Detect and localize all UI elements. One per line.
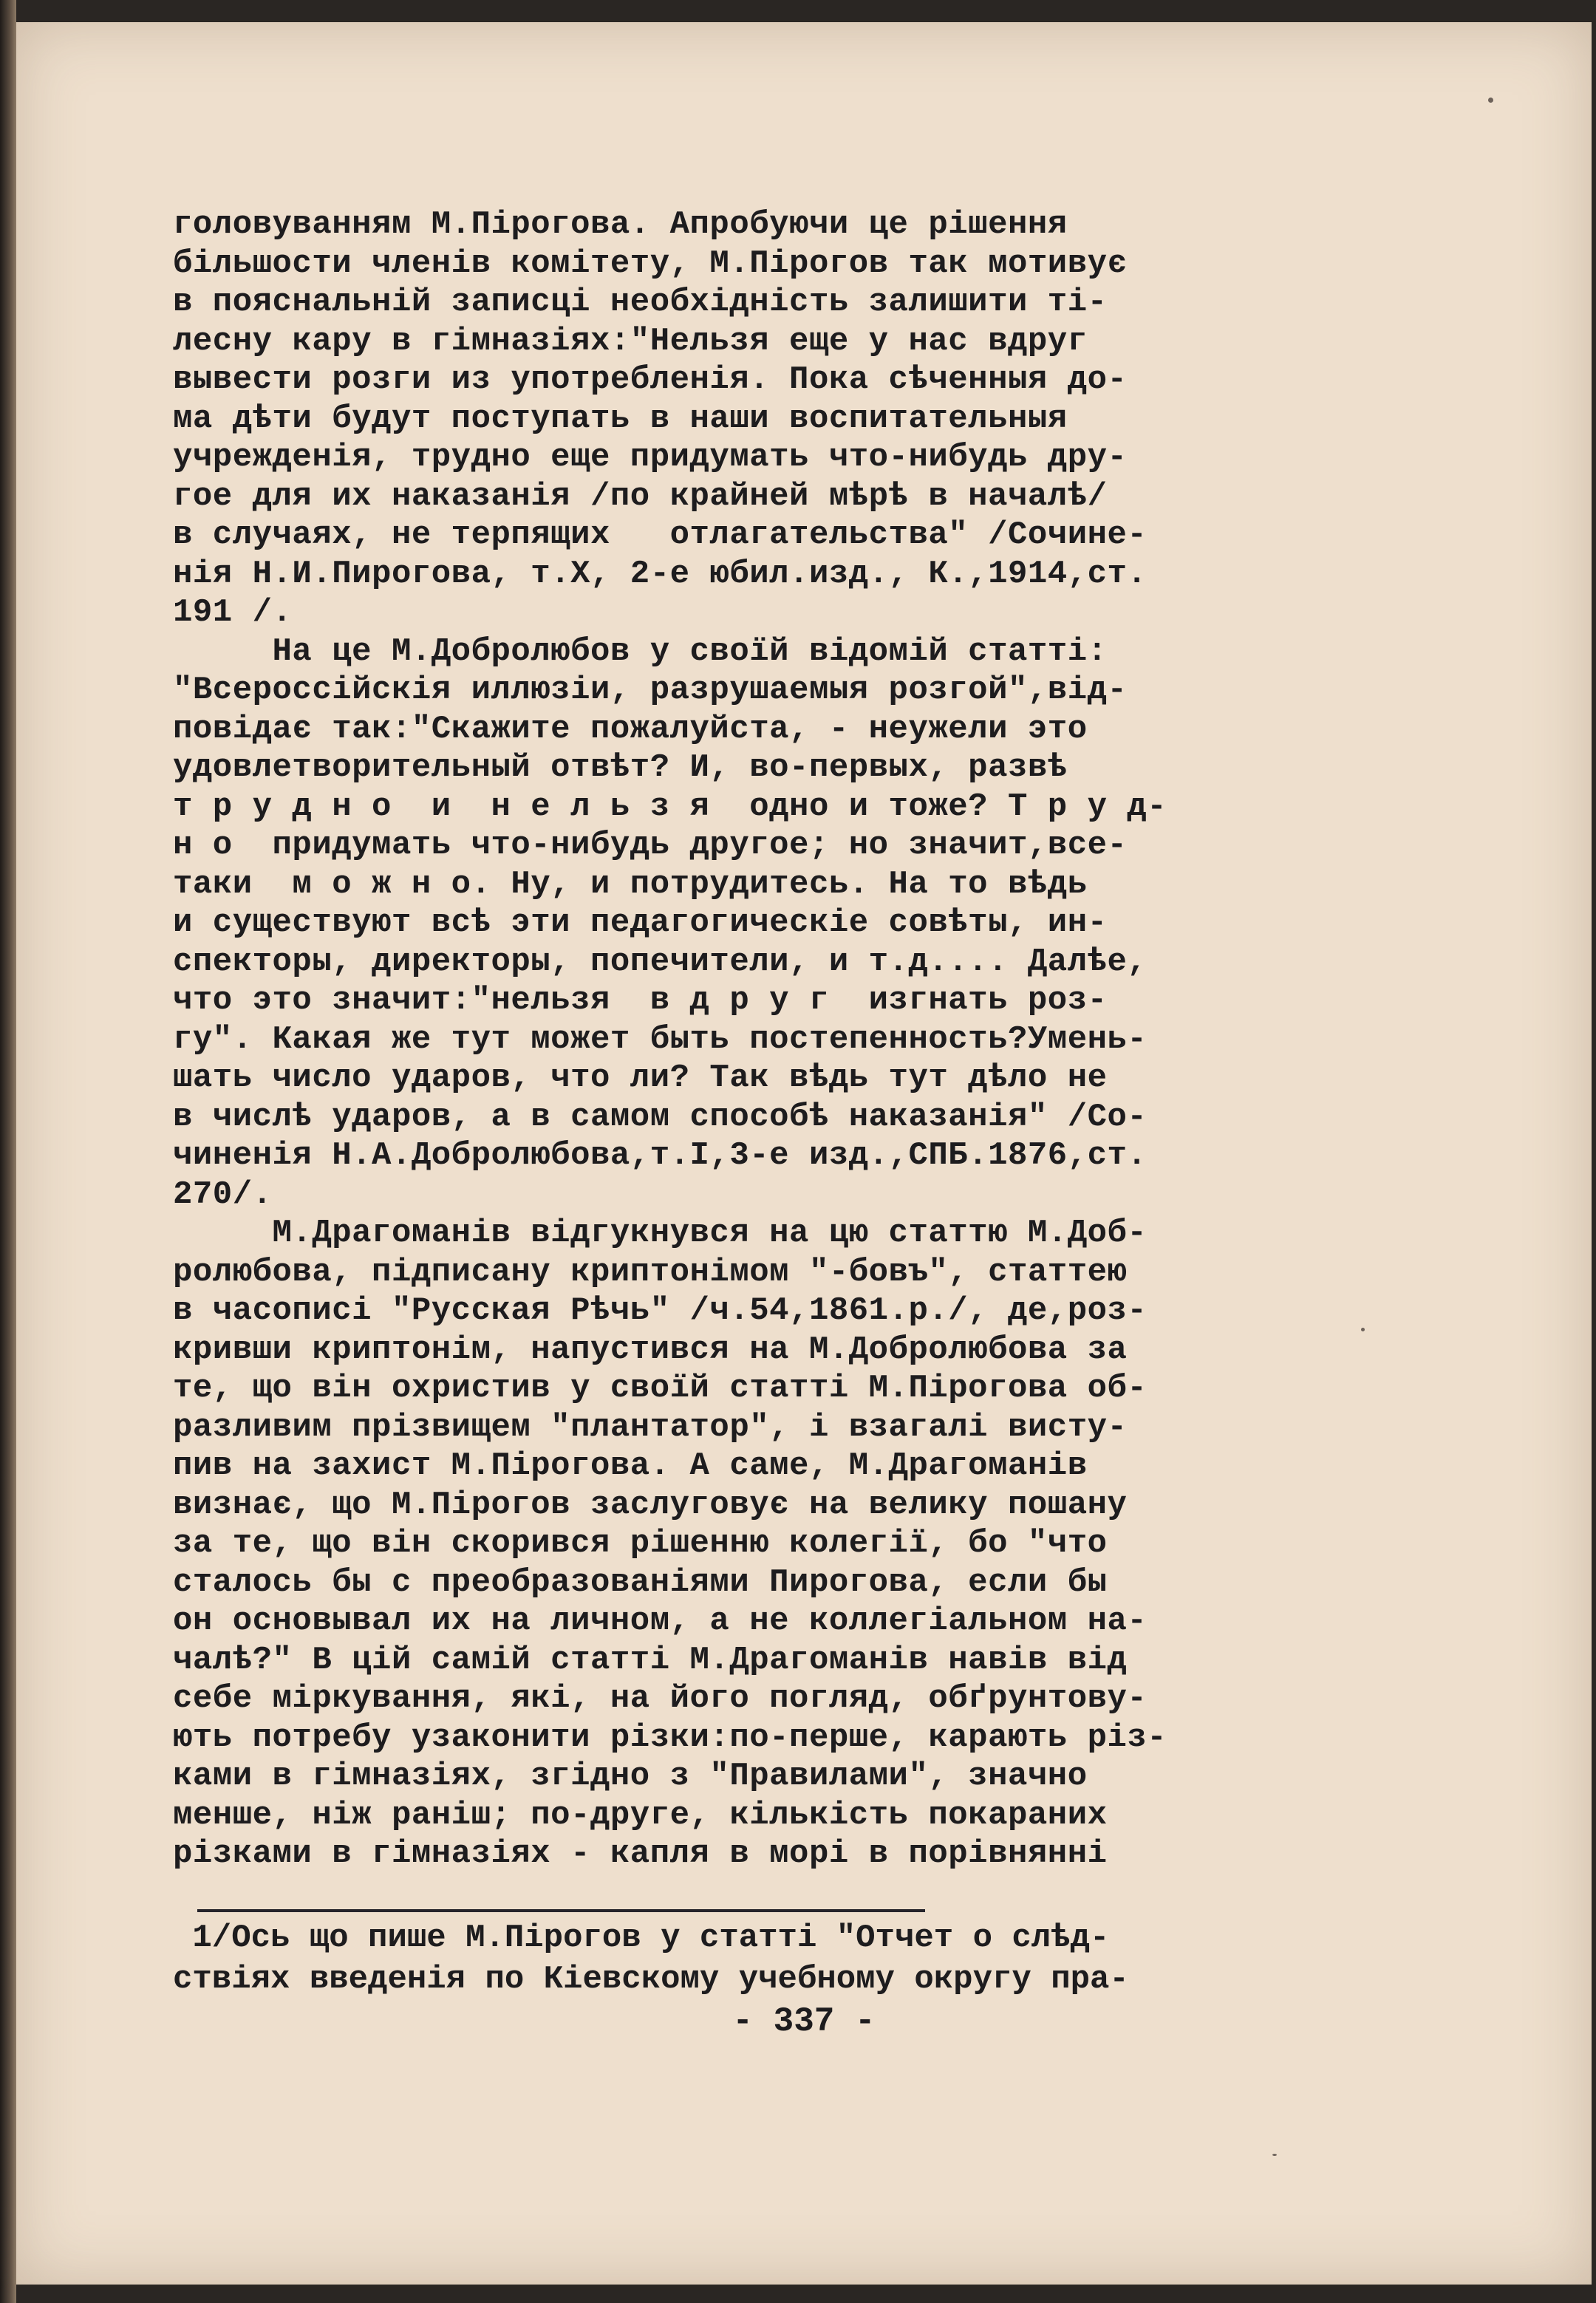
text-line: таки м о ж н о. Ну, и потрудитесь. На то вѣдь: [173, 865, 1088, 903]
text-line: визнає, що М.Пірогов заслуговує на велику пошану: [173, 1486, 1128, 1524]
text-line: в числѣ ударов, а в самом способѣ наказанія" /Со-: [173, 1098, 1147, 1136]
text-line: гу". Какая же тут может быть постепенность?Умень-: [173, 1020, 1147, 1058]
text-line: в часописі "Русская Рѣчь" /ч.54,1861.р./, де,роз-: [173, 1292, 1147, 1329]
text-line: спекторы, директоры, попечители, и т.д.... Далѣе,: [173, 943, 1147, 980]
text-line: "Всероссійскія иллюзіи, разрушаемыя розгой",від-: [173, 672, 1128, 709]
text-line: нія Н.И.Пирогова, т.Х, 2-е юбил.изд., К.,1914,ст.: [173, 555, 1147, 593]
paper-speck: [1361, 1328, 1365, 1331]
text-line: 270/.: [173, 1176, 273, 1213]
footnote-line: 1/Ось що пише М.Пірогов у статті "Отчет о слѣд-: [173, 1920, 1110, 1956]
text-line: он основывал их на личном, а не коллегіальном на-: [173, 1603, 1147, 1640]
text-line: повідає так:"Скажите пожалуйста, - неужели это: [173, 710, 1088, 748]
text-line: ками в гімназіях, згідно з "Правилами", значно: [173, 1758, 1088, 1795]
text-line: чалѣ?" В цій самій статті М.Драгоманів навів від: [173, 1641, 1128, 1679]
text-line: и существуют всѣ эти педагогическіе совѣты, ин-: [173, 904, 1108, 941]
text-line: різками в гімназіях - капля в морі в порівнянні: [173, 1835, 1108, 1872]
text-line: сталось бы с преобразованіями Пирогова, если бы: [173, 1563, 1108, 1601]
text-line: н о придумать что-нибудь другое; но значит,все-: [173, 827, 1128, 864]
text-line: На це М.Добролюбов у своїй відомій статті:: [173, 632, 1108, 670]
text-line: себе міркування, які, на його погляд, обґрунтову-: [173, 1680, 1147, 1717]
text-line: пив на захист М.Пірогова. А саме, М.Драгоманів: [173, 1447, 1088, 1484]
paper-speck: [1272, 2154, 1277, 2156]
text-line: учрежденія, трудно еще придумать что-нибудь дру-: [173, 439, 1128, 476]
text-line: за те, що він скорився рішенню колегії, бо "что: [173, 1525, 1108, 1562]
footnote: [173, 1917, 1422, 2000]
text-line: разливим прізвищем "плантатор", і взагалі висту-: [173, 1408, 1128, 1446]
text-line: головуванням М.Пірогова. Апробуючи це рішення: [173, 206, 1068, 243]
text-line: т р у д н о и н е л ь з я одно и тоже? Т р у д-: [173, 788, 1167, 825]
text-line: більшости членів комітету, М.Пірогов так мотивує: [173, 245, 1128, 282]
text-line: те, що він охристив у своїй статті М.Пірогова об-: [173, 1370, 1147, 1407]
text-line: менше, ніж раніш; по-друге, кількість покараних: [173, 1796, 1108, 1834]
text-line: чиненія Н.А.Добролюбова,т.I,3-е изд.,СПБ.1876,ст.: [173, 1137, 1147, 1174]
text-line: лесну кару в гімназіях:"Нельзя еще у нас вдруг: [173, 322, 1088, 360]
text-line: кривши криптонім, напустився на М.Добролюбова за: [173, 1331, 1128, 1368]
text-line: вывести розги из употребленія. Пока сѣченныя до-: [173, 361, 1128, 398]
text-line: шать число ударов, что ли? Так вѣдь тут дѣло не: [173, 1060, 1108, 1096]
document-page: [16, 22, 1592, 2285]
body-text: [173, 205, 1422, 1874]
footnote-separator-rule: [197, 1909, 925, 1912]
text-line: гое для их наказанія /по крайней мѣрѣ в началѣ/: [173, 477, 1108, 515]
footnote-line: ствіях введенія по Кіевскому учебному округу пра-: [173, 1961, 1129, 1998]
text-line: ма дѣти будут поступать в наши воспитательныя: [173, 400, 1068, 437]
text-line: М.Драгоманів відгукнувся на цю статтю М.Доб-: [173, 1215, 1147, 1252]
text-line: удовлетворительный отвѣт? И, во-первых, развѣ: [173, 749, 1068, 786]
text-line: в случаях, не терпящих отлагательства" /Сочине-: [173, 516, 1147, 553]
text-line: в пояснальній записці необхідність залишити ті-: [173, 284, 1108, 321]
text-line: ролюбова, підписану криптонімом "-бовъ", статтею: [173, 1253, 1128, 1291]
page-number: - 337 -: [732, 2002, 876, 2041]
text-line: ють потребу узаконити різки:по-перше, карають різ-: [173, 1719, 1167, 1756]
text-line: 191 /.: [173, 594, 293, 631]
book-gutter: [0, 0, 16, 2303]
text-line: что это значит:"нельзя в д р у г изгнать роз-: [173, 982, 1108, 1019]
paper-speck: [1488, 98, 1493, 103]
